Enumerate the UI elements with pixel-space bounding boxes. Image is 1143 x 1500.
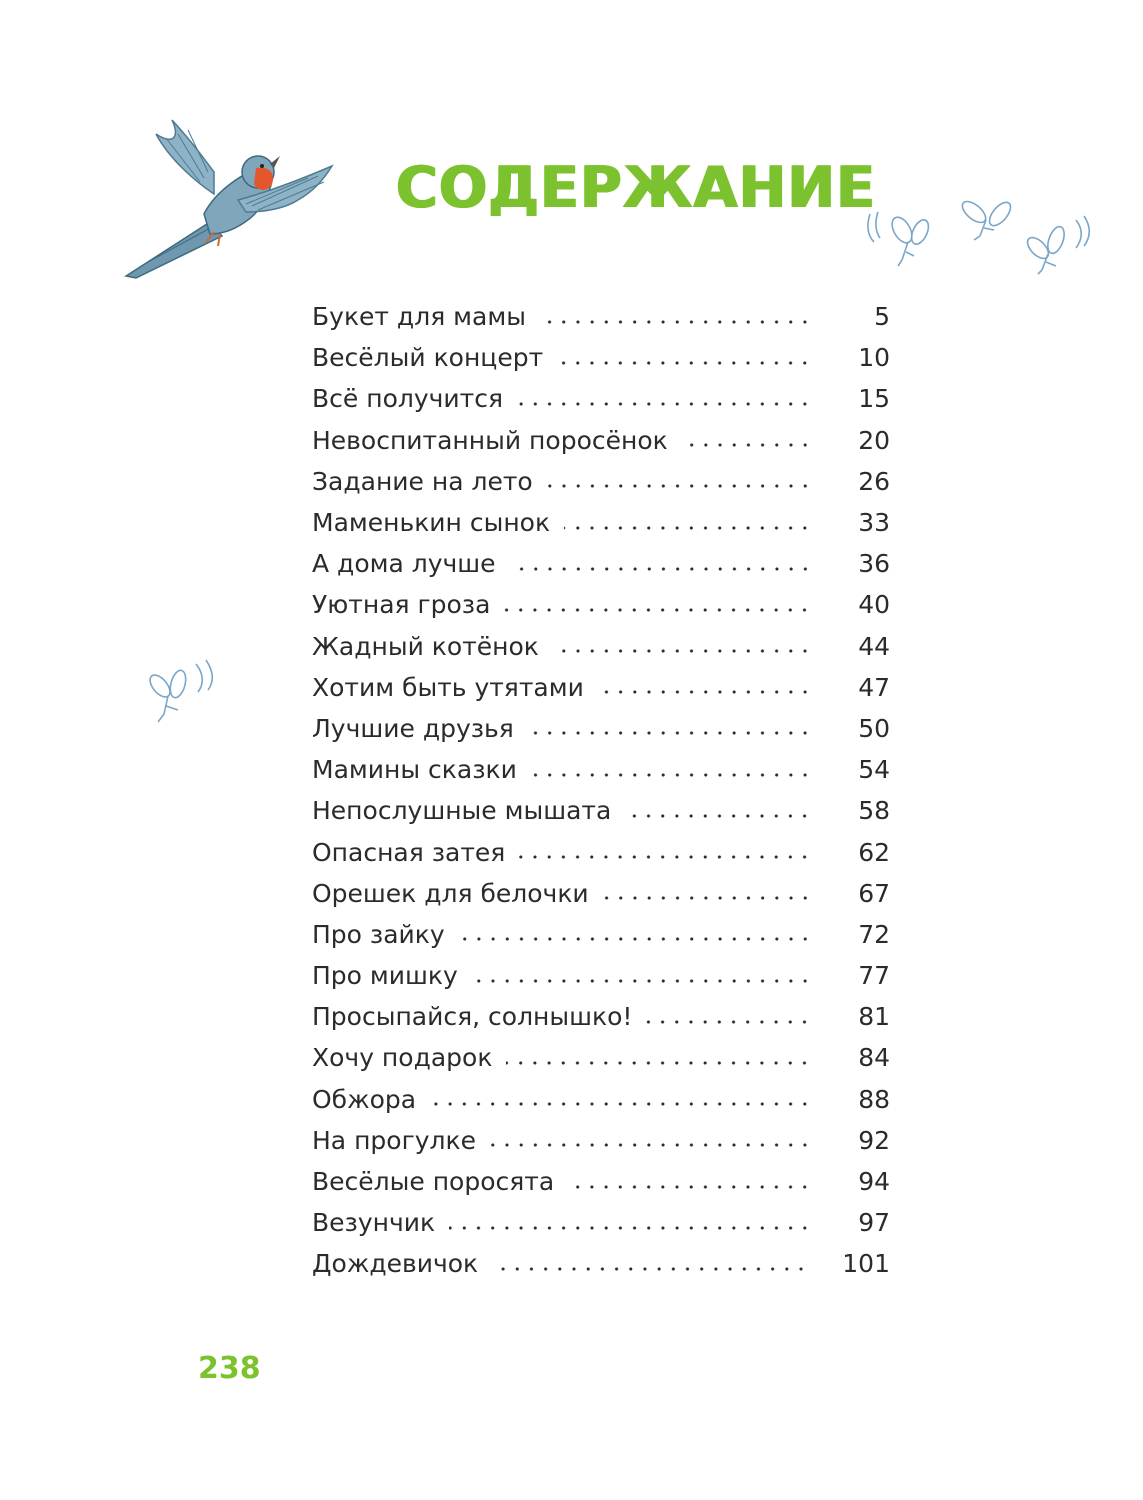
toc-entry	[312, 1037, 890, 1078]
toc-entry-title: Мамины сказки	[312, 755, 517, 785]
dot-leader	[603, 896, 812, 900]
toc-entry-title: Хочу подарок	[312, 1043, 493, 1073]
dot-leader	[472, 979, 812, 983]
mosquito-icon	[142, 654, 226, 728]
toc-entry-title: Жадный котёнок	[312, 631, 539, 661]
toc-entry-page: 36	[858, 549, 890, 579]
toc-entry-page: 81	[858, 1002, 890, 1032]
toc-entry	[312, 1120, 890, 1161]
dot-leader	[564, 526, 812, 530]
page-title: СОДЕРЖАНИЕ	[396, 155, 876, 221]
toc-entry-page: 72	[858, 919, 890, 949]
toc-entry-page: 101	[842, 1249, 890, 1279]
toc-entry	[312, 626, 890, 667]
toc-entry	[312, 502, 890, 543]
toc-entry-title: Обжора	[312, 1084, 417, 1114]
toc-entry-page: 10	[858, 343, 890, 373]
toc-entry	[312, 1079, 890, 1120]
toc-entry-page: 40	[858, 590, 890, 620]
dot-leader	[568, 1185, 812, 1189]
toc-entry-title: Дождевичок	[312, 1249, 479, 1279]
toc-entry-page: 92	[858, 1125, 890, 1155]
toc-entry	[312, 543, 890, 584]
toc-entry	[312, 914, 890, 955]
toc-entry	[312, 1243, 890, 1284]
toc-entry-title: Невоспитанный поросёнок	[312, 425, 668, 455]
page-number: 238	[198, 1351, 261, 1386]
toc-entry	[312, 378, 890, 419]
toc-entry	[312, 873, 890, 914]
toc-entry	[312, 337, 890, 378]
toc-entry	[312, 667, 890, 708]
toc-entry-title: Орешек для белочки	[312, 878, 589, 908]
dot-leader	[519, 855, 812, 859]
toc-entry-title: Весёлый концерт	[312, 343, 544, 373]
toc-entry-page: 58	[858, 796, 890, 826]
toc-entry-title: Букет для мамы	[312, 302, 526, 332]
toc-entry	[312, 708, 890, 749]
toc-entry-page: 84	[858, 1043, 890, 1073]
dot-leader	[492, 1267, 808, 1271]
dot-leader	[490, 1143, 812, 1147]
dot-leader	[449, 1226, 812, 1230]
toc-entry-page: 26	[858, 466, 890, 496]
toc-entry	[312, 831, 890, 872]
toc-entry	[312, 749, 890, 790]
dot-leader	[682, 443, 812, 447]
dot-leader	[517, 402, 812, 406]
dot-leader	[531, 773, 812, 777]
dot-leader	[547, 484, 812, 488]
dot-leader	[646, 1020, 812, 1024]
toc-entry	[312, 461, 890, 502]
dot-leader	[553, 649, 812, 653]
dot-leader	[459, 937, 812, 941]
dot-leader	[506, 1061, 812, 1065]
dot-leader	[625, 814, 812, 818]
toc-entry-page: 97	[858, 1208, 890, 1238]
toc-entry	[312, 296, 890, 337]
dot-leader	[510, 567, 812, 571]
toc-entry	[312, 996, 890, 1037]
toc-entry-title: Везунчик	[312, 1208, 436, 1238]
table-of-contents	[312, 296, 890, 1285]
toc-entry-title: Маменькин сынок	[312, 508, 551, 538]
toc-entry-page: 77	[858, 961, 890, 991]
toc-entry-page: 67	[858, 878, 890, 908]
toc-entry-page: 88	[858, 1084, 890, 1114]
toc-entry	[312, 584, 890, 625]
toc-entry	[312, 790, 890, 831]
toc-entry-title: Опасная затея	[312, 837, 506, 867]
toc-entry-page: 20	[858, 425, 890, 455]
toc-entry-title: А дома лучше	[312, 549, 496, 579]
toc-entry-title: На прогулке	[312, 1125, 476, 1155]
toc-entry-title: Просыпайся, солнышко!	[312, 1002, 633, 1032]
dot-leader	[540, 320, 812, 324]
dot-leader	[430, 1102, 812, 1106]
toc-entry-title: Про мишку	[312, 961, 458, 991]
toc-entry-title: Всё получится	[312, 384, 504, 414]
toc-entry-page: 5	[874, 302, 890, 332]
mosquito-icon	[862, 196, 1094, 276]
toc-entry-page: 50	[858, 713, 890, 743]
toc-entry-title: Весёлые поросята	[312, 1167, 555, 1197]
toc-entry	[312, 420, 890, 461]
toc-entry-title: Задание на лето	[312, 466, 533, 496]
toc-entry	[312, 1202, 890, 1243]
dot-leader	[598, 690, 812, 694]
toc-entry-page: 47	[858, 672, 890, 702]
toc-entry-title: Уютная гроза	[312, 590, 491, 620]
dot-leader	[557, 361, 812, 365]
dot-leader	[504, 608, 812, 612]
toc-entry-title: Непослушные мышата	[312, 796, 612, 826]
toc-entry	[312, 955, 890, 996]
toc-entry-title: Хотим быть утятами	[312, 672, 584, 702]
toc-entry-title: Лучшие друзья	[312, 713, 514, 743]
toc-entry-page: 44	[858, 631, 890, 661]
toc-entry-page: 94	[858, 1167, 890, 1197]
toc-entry-page: 54	[858, 755, 890, 785]
dot-leader	[528, 731, 812, 735]
toc-entry	[312, 1161, 890, 1202]
toc-entry-page: 15	[858, 384, 890, 414]
toc-entry-page: 33	[858, 508, 890, 538]
toc-entry-page: 62	[858, 837, 890, 867]
toc-entry-title: Про зайку	[312, 919, 445, 949]
bird-illustration	[118, 112, 340, 282]
